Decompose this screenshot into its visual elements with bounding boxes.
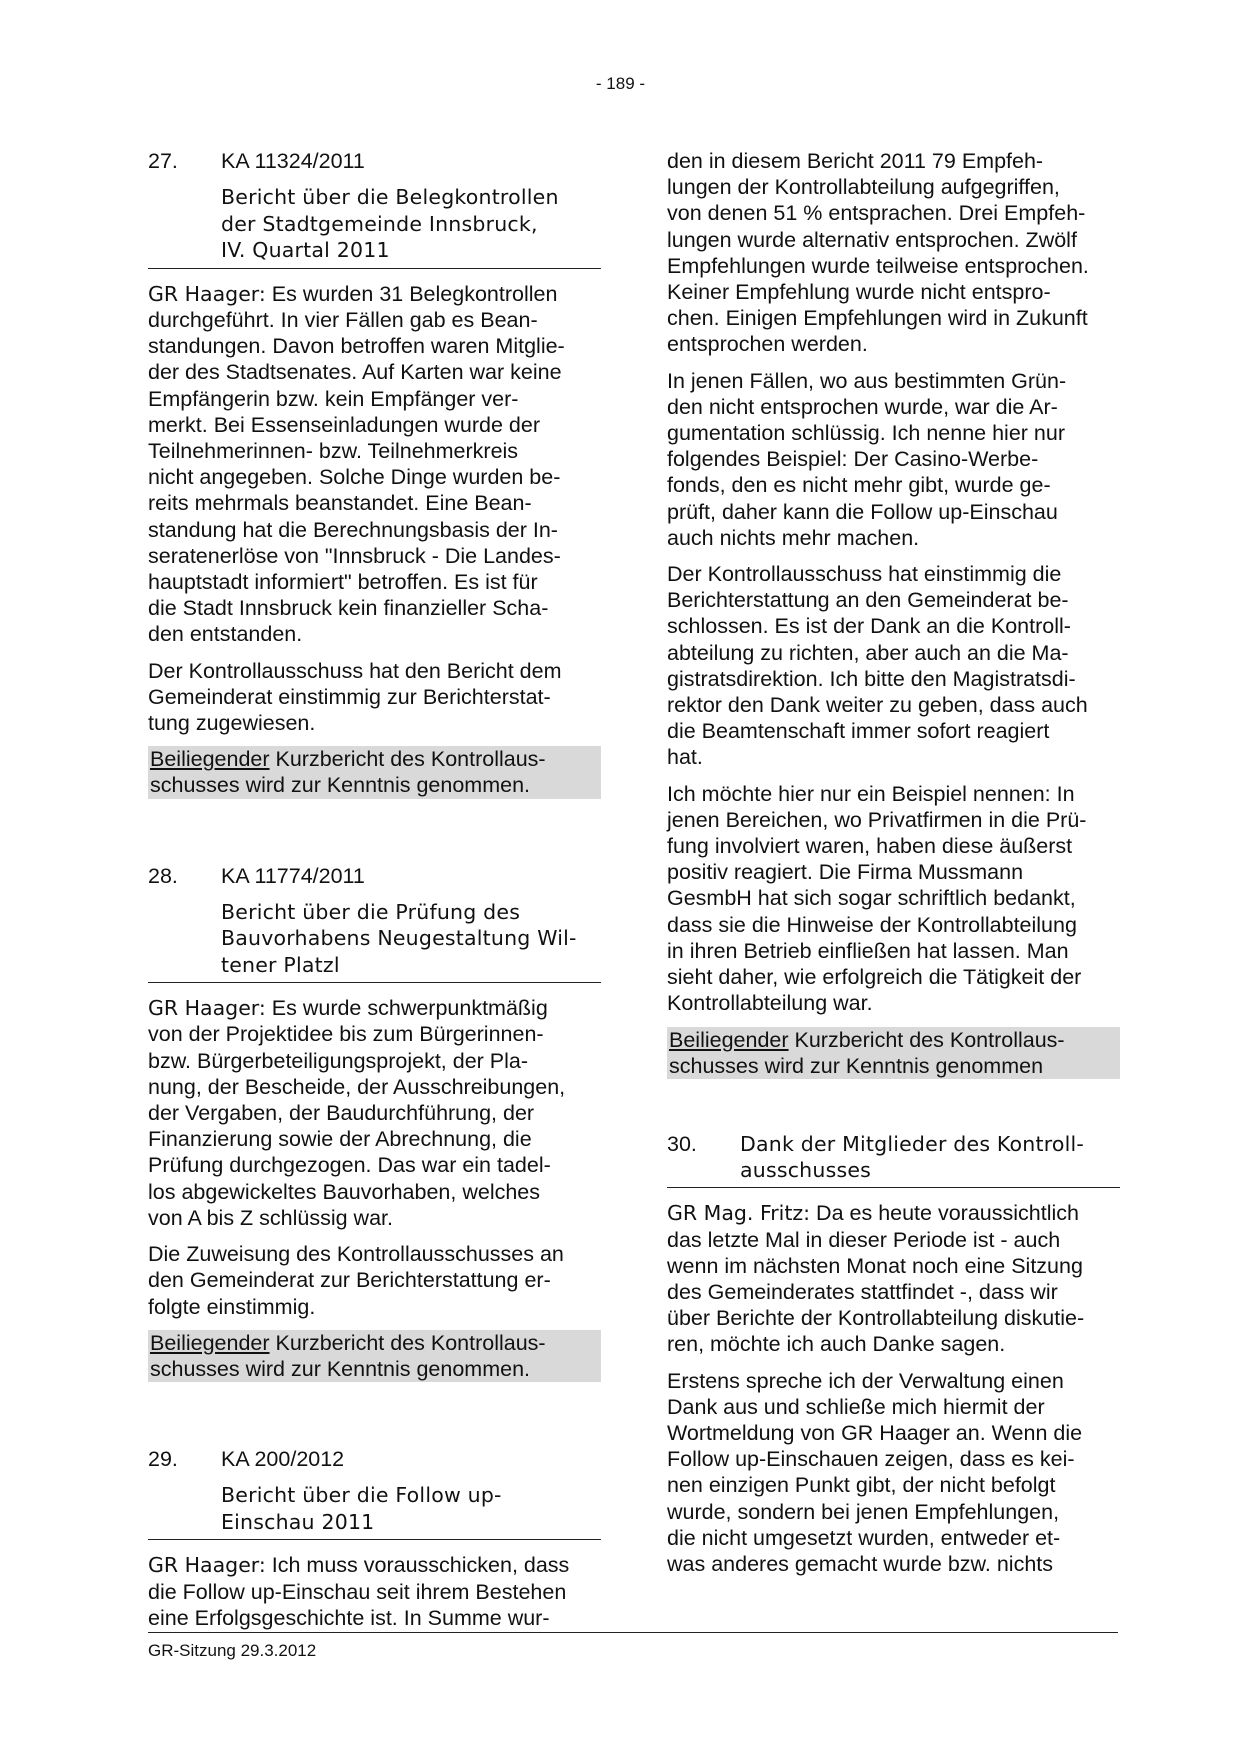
speech-line: merkt. Bei Essenseinladungen wurde der (148, 412, 540, 437)
speech-line: nung, der Bescheide, der Ausschreibungen, (148, 1074, 566, 1099)
item-reference: KA 11324/2011 (221, 149, 365, 173)
text-line: Gemeinderat einstimmig zur Berichterstat- (148, 684, 551, 709)
paragraph (667, 781, 1120, 1017)
text-line: auch nichts mehr machen. (667, 525, 920, 550)
text-line: Empfehlungen wurde teilweise entsprochen. (667, 253, 1089, 278)
text-line: sieht daher, wie erfolgreich die Tätigkeit der (667, 965, 1082, 990)
speech-line: über Berichte der Kontrollabteilung diskutie- (667, 1306, 1085, 1331)
title-line: ausschusses (740, 1158, 872, 1183)
text-line: was anderes gemacht wurde bzw. nichts (667, 1551, 1054, 1576)
notice-text: schusses wird zur Kenntnis genommen. (150, 1356, 531, 1381)
speech-line: los abgewickeltes Bauvorhaben, welches (148, 1179, 541, 1204)
title-line: Bauvorhabens Neugestaltung Wil- (221, 926, 577, 951)
speech-line: den entstanden. (148, 622, 303, 647)
text-line: Dank aus und schließe mich hiermit der (667, 1394, 1045, 1419)
text-line: rektor den Dank weiter zu geben, dass auch (667, 693, 1088, 718)
title-line: Bericht über die Belegkontrollen (221, 185, 559, 210)
title-line: Einschau 2011 (221, 1509, 375, 1534)
item-27-paragraph (148, 658, 601, 737)
text-line: tung zugewiesen. (148, 710, 316, 735)
text-line: GesmbH hat sich sogar schriftlich bedankt, (667, 886, 1076, 911)
text-line: Follow up-Einschauen zeigen, dass es kei- (667, 1447, 1075, 1472)
speech-line: Da es heute voraussichtlich (810, 1201, 1079, 1226)
text-line: wurde, sondern bei jenen Empfehlungen, (667, 1499, 1060, 1524)
item-27-heading (148, 148, 601, 174)
divider (148, 1539, 601, 1540)
notice-lead: Beiliegender (669, 1027, 789, 1052)
speech-line: ren, möchte ich auch Danke sagen. (667, 1332, 1006, 1357)
notice-text: Kurzbericht des Kontrollaus- (788, 1027, 1065, 1052)
text-line: den Gemeinderat zur Berichterstattung er- (148, 1268, 551, 1293)
speech-line: wenn im nächsten Monat noch eine Sitzung (667, 1253, 1083, 1278)
item-reference: KA 11774/2011 (221, 863, 365, 888)
text-line: in ihren Betrieb einfließen hat lassen. Man (667, 938, 1069, 963)
notice-text: schusses wird zur Kenntnis genommen (669, 1053, 1044, 1078)
speech-line: von A bis Z schlüssig war. (148, 1205, 393, 1230)
text-line: Erstens spreche ich der Verwaltung einen (667, 1368, 1064, 1393)
paragraph (667, 561, 1120, 771)
text-line: die nicht umgesetzt wurden, entweder et- (667, 1525, 1061, 1550)
speech-line: Finanzierung sowie der Abrechnung, die (148, 1127, 532, 1152)
item-27-notice (148, 746, 601, 798)
divider (148, 982, 601, 983)
notice-lead: Beiliegender (150, 1330, 270, 1355)
text-line: chen. Einigen Empfehlungen wird in Zukunft (667, 306, 1088, 331)
text-line: folgte einstimmig. (148, 1294, 316, 1319)
item-29-speech (148, 1552, 601, 1631)
text-line: In jenen Fällen, wo aus bestimmten Grün- (667, 368, 1067, 393)
text-line: Kontrollabteilung war. (667, 991, 873, 1016)
text-line: folgendes Beispiel: Der Casino-Werbe- (667, 447, 1039, 472)
notice-lead: Beiliegender (150, 747, 270, 772)
speech-line: der Vergaben, der Baudurchführung, der (148, 1101, 535, 1126)
text-line: den nicht entsprochen wurde, war die Ar- (667, 394, 1058, 419)
notice-text: Kurzbericht des Kontrollaus- (269, 1330, 546, 1355)
speech-line: hauptstadt informiert" betroffen. Es ist für (148, 569, 538, 594)
speech-line: seratenerlöse von "Innsbruck - Die Landes- (148, 543, 561, 568)
text-line: lungen wurde alternativ entsprochen. Zwölf (667, 227, 1077, 252)
text-line: Die Zuweisung des Kontrollausschusses an (148, 1242, 564, 1267)
text-line: lungen der Kontrollabteilung aufgegriffen, (667, 175, 1060, 200)
speech-line: standungen. Davon betroffen waren Mitglie- (148, 334, 565, 359)
speech-line: die Stadt Innsbruck kein finanzieller Scha- (148, 596, 549, 621)
speaker-name: GR Haager: (148, 281, 266, 306)
speaker-name: GR Haager: (148, 996, 266, 1021)
speech-line: eine Erfolgsgeschichte ist. In Summe wur- (148, 1605, 550, 1630)
text-line: Berichterstattung an den Gemeinderat be- (667, 588, 1069, 613)
text-line: fonds, den es nicht mehr gibt, wurde ge- (667, 473, 1051, 498)
speech-line: von der Projektidee bis zum Bürgerinnen- (148, 1022, 544, 1047)
speaker-name: GR Haager: (148, 1553, 266, 1578)
item-27-speech (148, 281, 601, 648)
item-number: 28. (148, 863, 178, 888)
text-line: jenen Bereichen, wo Privatfirmen in die Prü- (667, 807, 1087, 832)
divider (667, 1187, 1120, 1188)
item-27-title (221, 184, 601, 264)
item-28-speech (148, 995, 601, 1231)
item-29-title (221, 1482, 601, 1535)
speech-line: Es wurde schwerpunktmäßig (265, 996, 548, 1021)
speech-line: bzw. Bürgerbeteiligungsprojekt, der Pla- (148, 1048, 529, 1073)
speech-line: Prüfung durchgezogen. Das war ein tadel- (148, 1153, 551, 1178)
item-29-notice (667, 1027, 1120, 1079)
text-line: Keiner Empfehlung wurde nicht entspro- (667, 280, 1051, 305)
paragraph (667, 368, 1120, 551)
item-30-heading (667, 1131, 1120, 1183)
title-line: Bericht über die Prüfung des (221, 899, 521, 924)
speech-line: reits mehrmals beanstandet. Eine Bean- (148, 491, 532, 516)
continuation-paragraph (667, 148, 1120, 358)
text-line: abteilung zu richten, aber auch an die Ma- (667, 640, 1069, 665)
title-line: IV. Quartal 2011 (221, 238, 390, 263)
divider (148, 268, 601, 269)
left-column (148, 148, 601, 1641)
text-line: Ich möchte hier nur ein Beispiel nennen: In (667, 781, 1075, 806)
item-number: 27. (148, 149, 178, 173)
page-number: - 189 - (595, 74, 646, 93)
title-line: Dank der Mitglieder des Kontroll- (740, 1131, 1085, 1156)
speech-line: Empfängerin bzw. kein Empfänger ver- (148, 386, 519, 411)
speech-line: Ich muss vorausschicken, dass (265, 1553, 570, 1578)
item-30-title (740, 1131, 1120, 1183)
text-line: nen einzigen Punkt gibt, der nicht befolgt (667, 1473, 1056, 1498)
item-number: 29. (148, 1447, 178, 1472)
item-30-paragraph (667, 1368, 1120, 1578)
text-line: prüft, daher kann die Follow up-Einschau (667, 499, 1058, 524)
text-line: dass sie die Hinweise der Kontrollabteilung (667, 912, 1077, 937)
notice-text: schusses wird zur Kenntnis genommen. (150, 773, 531, 798)
footer-divider (148, 1632, 1118, 1633)
item-29-heading (148, 1446, 601, 1472)
right-column (667, 148, 1120, 1587)
item-reference: KA 200/2012 (221, 1447, 345, 1472)
speaker-name: GR Mag. Fritz: (667, 1201, 811, 1226)
speech-line: Es wurden 31 Belegkontrollen (265, 281, 558, 306)
item-30-speech (667, 1200, 1120, 1357)
speech-line: das letzte Mal in dieser Periode ist - auch (667, 1227, 1061, 1252)
text-line: gumentation schlüssig. Ich nenne hier nur (667, 421, 1065, 446)
title-line: tener Platzl (221, 952, 340, 977)
speech-line: der des Stadtsenates. Auf Karten war keine (148, 360, 562, 385)
title-line: der Stadtgemeinde Innsbruck, (221, 211, 538, 236)
text-line: den in diesem Bericht 2011 79 Empfeh- (667, 149, 1044, 173)
item-number: 30. (667, 1131, 697, 1156)
text-line: gistratsdirektion. Ich bitte den Magistratsdi- (667, 666, 1076, 691)
text-line: entsprochen werden. (667, 332, 868, 357)
text-line: Wortmeldung von GR Haager an. Wenn die (667, 1420, 1083, 1445)
text-line: schlossen. Es ist der Dank an die Kontroll- (667, 614, 1071, 639)
speech-line: standung hat die Berechnungsbasis der In- (148, 517, 558, 542)
title-line: Bericht über die Follow up- (221, 1483, 502, 1508)
text-line: Der Kontrollausschuss hat den Bericht dem (148, 658, 562, 683)
speech-line: nicht angegeben. Solche Dinge wurden be- (148, 465, 561, 490)
footer-session-date: GR-Sitzung 29.3.2012 (148, 1641, 317, 1660)
item-28-heading (148, 863, 601, 889)
speech-line: durchgeführt. In vier Fällen gab es Bean- (148, 307, 538, 332)
text-line: positiv reagiert. Die Firma Mussmann (667, 860, 1024, 885)
speech-line: Teilnehmerinnen- bzw. Teilnehmerkreis (148, 438, 519, 463)
text-line: fung involviert waren, haben diese äußerst (667, 834, 1073, 859)
text-line: von denen 51 % entsprachen. Drei Empfeh- (667, 201, 1086, 226)
text-line: die Beamtenschaft immer sofort reagiert (667, 719, 1050, 744)
notice-text: Kurzbericht des Kontrollaus- (269, 747, 546, 772)
text-line: hat. (667, 745, 703, 770)
speech-line: des Gemeinderates stattfindet -, dass wir (667, 1279, 1058, 1304)
text-line: Der Kontrollausschuss hat einstimmig die (667, 562, 1062, 587)
item-28-paragraph (148, 1241, 601, 1320)
item-28-title (221, 899, 601, 979)
item-28-notice (148, 1330, 601, 1382)
speech-line: die Follow up-Einschau seit ihrem Bestehen (148, 1579, 567, 1604)
